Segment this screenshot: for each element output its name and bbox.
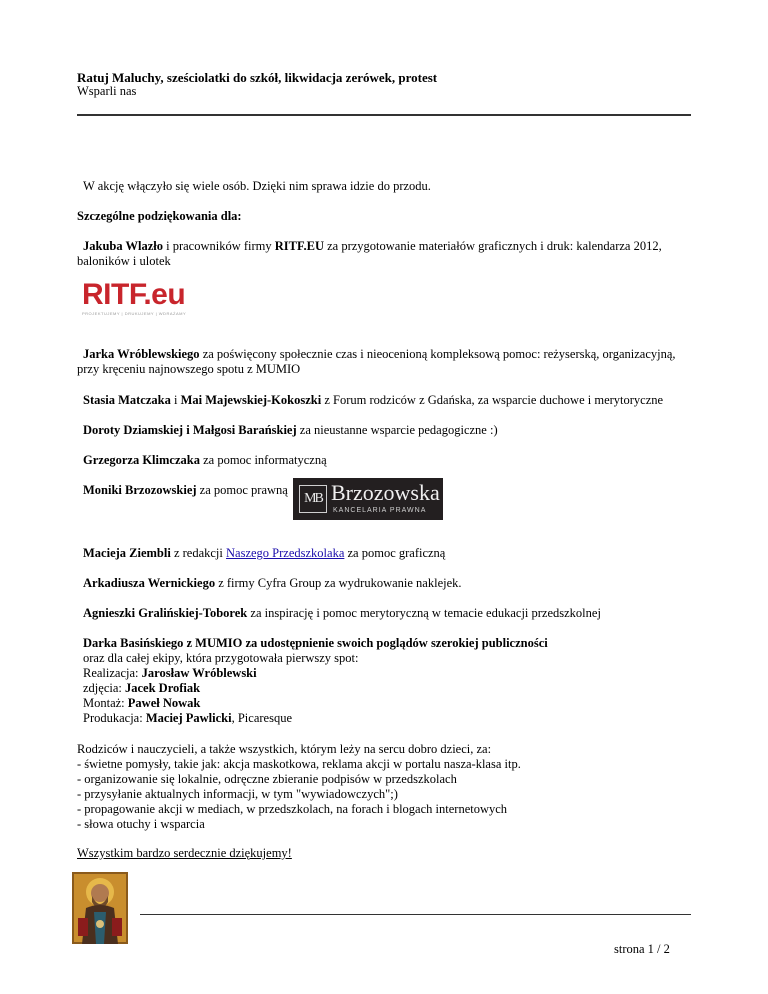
thanks-parents-line: - propagowanie akcji w mediach, w przedszkolach, na forach i blogach internetowych (77, 802, 508, 816)
credit-label: Produkacja: (83, 711, 146, 725)
credits-list (83, 666, 703, 726)
intro-text: W akcję włączyło się wiele osób. Dzięki nim sprawa idzie do przodu. (83, 179, 431, 193)
credit-line (83, 696, 703, 711)
ritf-logo-tagline: PROJEKTUJEMY | DRUKUJEMY | WDRAŻAMY (82, 311, 187, 316)
brzozowska-logo-sub: KANCELARIA PRAWNA (333, 507, 427, 514)
special-thanks-heading: Szczególne podziękowania dla: (77, 209, 242, 223)
thanks-arkadiusz (83, 576, 703, 591)
thanks-jarek (77, 347, 697, 377)
credit-extra: , Picaresque (231, 711, 292, 725)
brzozowska-logo (293, 478, 443, 520)
thanks-agnieszka-name: Agnieszki Gralińskiej-Toborek (83, 606, 248, 620)
thanks-grzegorz (83, 453, 703, 468)
thanks-jakub-rest: za przygotowanie materiałów graficznych i druk: kalendarza 2012, baloników i ulotek (77, 239, 662, 268)
thanks-jakub-name: Jakuba Wlazło (83, 239, 163, 253)
brzozowska-logo-name: Brzozowska (331, 480, 440, 505)
thanks-grzegorz-name: Grzegorza Klimczaka (83, 453, 200, 467)
thanks-monika-rest: za pomoc prawną (196, 483, 288, 497)
credit-name: Jarosław Wróblewski (141, 666, 257, 680)
credit-name: Paweł Nowak (127, 696, 201, 710)
page-subtitle: Wsparli nas (77, 84, 137, 98)
thanks-dorota-malgosia (83, 423, 703, 438)
page-title: Ratuj Maluchy, sześciolatki do szkół, likwidacja zerówek, protest (77, 70, 438, 85)
thanks-stas-maja-rest: z Forum rodziców z Gdańska, za wsparcie duchowe i merytoryczne (321, 393, 664, 407)
thanks-jakub-mid: i pracowników firmy (163, 239, 275, 253)
ritf-logo-eu: .eu (143, 278, 186, 311)
thanks-maciej-name: Macieja Ziembli (83, 546, 171, 560)
credit-line (83, 711, 703, 726)
credit-line (83, 681, 703, 696)
thanks-darek-block (83, 636, 703, 726)
page-number: strona 1 / 2 (614, 942, 670, 956)
thanks-parents-line: - słowa otuchy i wsparcia (77, 817, 205, 831)
footer-divider (140, 914, 691, 915)
thanks-monika-name: Moniki Brzozowskiej (83, 483, 197, 497)
thanks-all: Wszystkim bardzo serdecznie dziękujemy! (77, 846, 292, 860)
thanks-parents-line: - przysyłanie aktualnych informacji, w tym "wywiadowczych";) (77, 787, 398, 801)
thanks-jarek-rest: za poświęcony społecznie czas i nieocenioną kompleksową pomoc: reżyserską, organizacyjną, przy kręceniu najnowszego spotu z MUMIO (77, 347, 676, 376)
nasz-przedszkolak-link[interactable]: Naszego Przedszkolaka (226, 546, 345, 560)
thanks-jakub-company: RITF.EU (274, 239, 324, 253)
thanks-agnieszka (83, 606, 703, 621)
thanks-dorota-rest: za nieustanne wsparcie pedagogiczne :) (296, 423, 498, 437)
credit-line (83, 666, 703, 681)
header-divider (77, 114, 691, 116)
thanks-darek-heading: Darka Basińskiego z MUMIO za udostępnienie swoich poglądów szerokiej publiczności (83, 636, 548, 650)
thanks-parents-line: - organizowanie się lokalnie, odręczne zbieranie podpisów w przedszkolach (77, 772, 457, 786)
saint-icon-image (72, 872, 128, 944)
thanks-parents-lines (77, 742, 697, 832)
thanks-stas-maja (83, 393, 703, 408)
credit-label: Realizacja: (83, 666, 142, 680)
credit-label: zdjęcia: (83, 681, 125, 695)
thanks-stas-name: Stasia Matczaka (83, 393, 171, 407)
thanks-parents-block (77, 742, 697, 832)
thanks-maciej-mid: z redakcji (170, 546, 227, 560)
ritf-logo-text: RITF (82, 278, 144, 311)
thanks-stas-and: i (170, 393, 181, 407)
thanks-dorota-name: Doroty Dziamskiej i Małgosi Barańskiej (83, 423, 297, 437)
thanks-parents-line: Rodziców i nauczycieli, a także wszystkich, którym leży na sercu dobro dzieci, za: (77, 742, 492, 756)
thanks-jakub (77, 239, 697, 269)
thanks-arkadiusz-rest: z firmy Cyfra Group za wydrukowanie naklejek. (215, 576, 462, 590)
thanks-parents-line: - świetne pomysły, takie jak: akcja maskotkowa, reklama akcji w portalu nasza-klasa itp. (77, 757, 521, 771)
ritf-logo (82, 280, 192, 316)
credit-label: Montaż: (83, 696, 128, 710)
thanks-maja-name: Mai Majewskiej-Kokoszki (180, 393, 322, 407)
thanks-agnieszka-rest: za inspirację i pomoc merytoryczną w temacie edukacji przedszkolnej (247, 606, 601, 620)
brzozowska-monogram: MB (299, 485, 327, 513)
thanks-grzegorz-rest: za pomoc informatyczną (199, 453, 327, 467)
thanks-maciej-rest: za pomoc graficzną (344, 546, 446, 560)
credit-name: Maciej Pawlicki (145, 711, 232, 725)
credit-name: Jacek Drofiak (125, 681, 201, 695)
thanks-maciej (83, 546, 703, 561)
thanks-darek-crew: oraz dla całej ekipy, która przygotowała pierwszy spot: (83, 651, 359, 665)
thanks-monika (83, 483, 303, 498)
thanks-arkadiusz-name: Arkadiusza Wernickiego (83, 576, 216, 590)
thanks-jarek-name: Jarka Wróblewskiego (83, 347, 200, 361)
